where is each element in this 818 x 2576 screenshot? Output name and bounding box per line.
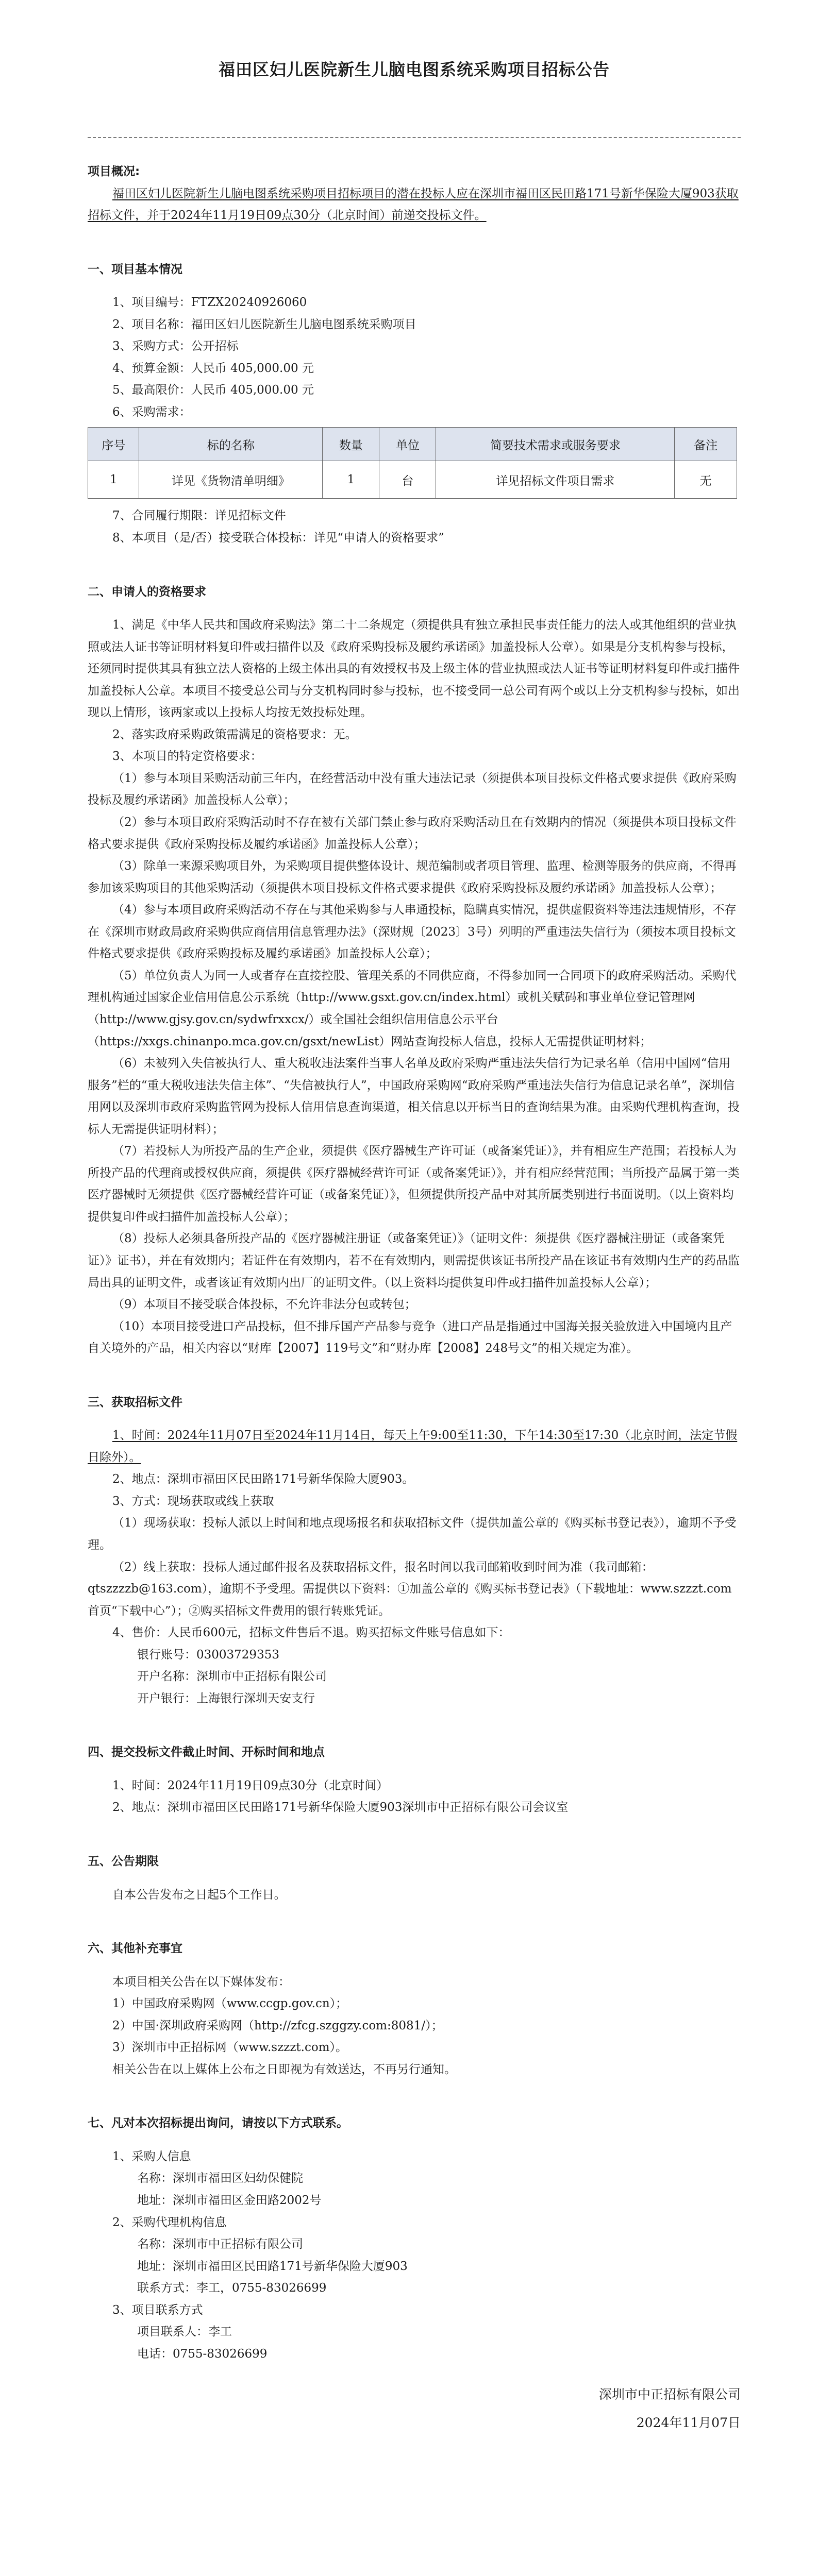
table-header-cell: 序号 xyxy=(88,428,139,461)
table-header-cell: 简要技术需求或服务要求 xyxy=(436,428,675,461)
table-header-cell: 备注 xyxy=(675,428,737,461)
page-title: 福田区妇儿医院新生儿脑电图系统采购项目招标公告 xyxy=(218,60,610,79)
special-requirement: （6）未被列入失信被执行人、重大税收违法案件当事人名单及政府采购严重违法失信行为记录名单（信用中国网“信用服务”栏的“重大税收违法失信主体”、“失信被执行人”，中国政府采购网“政府采购严重违法失信行为信息记录名单”，深圳信用网以及深圳市政府采购监管网为投标人信用信息查询渠道，相关信息以开标当日的查询结果为准。由采购代理机构查询，投标人无需提供证明材料）； xyxy=(88,1057,740,1136)
section-2-heading: 二、申请人的资格要求 xyxy=(88,585,206,599)
table-cell: 无 xyxy=(675,461,737,499)
section-6-heading: 六、其他补充事宜 xyxy=(88,1942,182,1956)
project-info-item: 6、采购需求： xyxy=(112,405,191,419)
agency-name: 名称：深圳市中正招标有限公司 xyxy=(137,2238,303,2251)
signature-block xyxy=(88,2380,741,2437)
media-item: 2）中国·深圳政府采购网（http://zfcg.szggzy.com:8081/）； xyxy=(112,2019,443,2032)
table-cell: 详见《货物清单明细》 xyxy=(139,461,323,499)
table-header-row xyxy=(88,428,737,461)
obtain-time: 1、时间：2024年11月07日至2024年11月14日，每天上午9:00至11:30，下午14:30至17:30（北京时间，法定节假日除外）。 xyxy=(88,1429,738,1464)
table-cell: 详见招标文件项目需求 xyxy=(436,461,675,499)
procurement-requirements-table xyxy=(88,427,737,499)
table-header-cell: 数量 xyxy=(323,428,379,461)
policy-requirements: 2、落实政府采购政策需满足的资格要求：无。 xyxy=(112,727,357,741)
purchaser-name: 名称：深圳市福田区妇幼保健院 xyxy=(137,2172,303,2185)
media-intro: 本项目相关公告在以下媒体发布： xyxy=(112,1975,290,1989)
project-info-item: 4、预算金额：人民币 405,000.00 元 xyxy=(112,361,314,375)
special-requirement: （7）若投标人为所投产品的生产企业，须提供《医疗器械生产许可证（或备案凭证）》，并有相应生产范围；若投标人为所投产品的代理商或授权供应商，须提供《医疗器械经营许可证（或备案凭证）》，并有相应经营范围；当所投产品属于第一类医疗器械时无须提供《医疗器械经营许可证（或备案凭证）》，但须提供所投产品中对其所属类别进行书面说明。（以上资料均提供复印件或扫描件加盖投标人公章）； xyxy=(88,1144,740,1224)
purchaser-address: 地址：深圳市福田区金田路2002号 xyxy=(137,2194,322,2208)
section-5-heading: 五、公告期限 xyxy=(88,1855,159,1868)
bank-name: 开户银行：上海银行深圳天安支行 xyxy=(137,1691,315,1705)
special-requirement: （2）参与本项目政府采购活动时不存在被有关部门禁止参与政府采购活动且在有效期内的情况（须提供本项目投标文件格式要求提供《政府采购投标及履约承诺函》加盖投标人公章）； xyxy=(88,816,737,851)
table-cell: 台 xyxy=(379,461,436,499)
media-note: 相关公告在以上媒体上公布之日即视为有效送达，不再另行通知。 xyxy=(112,2062,456,2076)
top-divider xyxy=(88,137,741,138)
qualification-general: 1、满足《中华人民共和国政府采购法》第二十二条规定（须提供具有独立承担民事责任能力的法人或其他组织的营业执照或法人证书等证明材料复印件或扫描件以及《政府采购投标及履约承诺函》加盖投标人公章）。如果是分支机构参与投标，还须同时提供其具有独立法人资格的上级主体出具的有效授权书及上级主体的营业执照或法人证书等证明材料复印件或扫描件加盖投标人公章。本项目不接受总公司与分支机构同时参与投标，也不接受同一总公司有两个或以上分支机构参与投标，如出现以上情形，该两家或以上投标人均按无效投标处理。 xyxy=(88,618,740,720)
section-7-heading: 七、凡对本次招标提出询问，请按以下方式联系。 xyxy=(88,2116,348,2130)
special-requirement: （9）本项目不接受联合体投标，不允许非法分包或转包； xyxy=(112,1298,416,1312)
project-contact-person: 项目联系人：李工 xyxy=(137,2325,232,2339)
special-requirement: （3）除单一来源采购项目外，为采购项目提供整体设计、规范编制或者项目管理、监理、检测等服务的供应商，不得再参加该采购项目的其他采购活动（须提供本项目投标文件格式要求提供《政府采购投标及履约承诺函》加盖投标人公章）； xyxy=(88,859,737,895)
project-contact-phone: 电话：0755-83026699 xyxy=(137,2347,268,2361)
obtain-method-online: （2）线上获取：投标人通过邮件报名及获取招标文件，报名时间以我司邮箱收到时间为准（我司邮箱：qtszzzzb@163.com），逾期不予受理。需提供以下资料：①加盖公章的《购买标书登记表》（下载地址：www.szzzt.com 首页“下载中心”）；②购买招标文件费用的银行转账凭证。 xyxy=(88,1560,732,1618)
deadline-time: 1、时间：2024年11月19日09点30分（北京时间） xyxy=(112,1778,389,1792)
special-requirement: （10）本项目接受进口产品投标，但不排斥国产产品参与竞争（进口产品是指通过中国海关报关验放进入中国境内且产自关境外的产品，相关内容以“财库【2007】119号文”和“财办库【2008】248号文”的相关规定为准）。 xyxy=(88,1319,732,1355)
media-item: 3）深圳市中正招标网（www.szzzt.com）。 xyxy=(112,2041,348,2055)
signature-company: 深圳市中正招标有限公司 xyxy=(598,2387,741,2402)
signature-date: 2024年11月07日 xyxy=(636,2415,741,2431)
special-requirement: （4）参与本项目政府采购活动不存在与其他采购参与人串通投标，隐瞒真实情况，提供虚假资料等违法违规情形，不存在《深圳市财政局政府采购供应商信用信息管理办法》（深财规〔2023〕3号）列明的严重违法失信行为（须按本项目投标文件格式要求提供《政府采购投标及履约承诺函》加盖投标人公章）； xyxy=(88,903,737,961)
table-row xyxy=(88,461,737,499)
section-1-heading: 一、项目基本情况 xyxy=(88,262,182,276)
table-cell: 1 xyxy=(88,461,139,499)
consortium-bid: 8、本项目（是/否）接受联合体投标：详见“申请人的资格要求” xyxy=(112,531,444,545)
table-header-cell: 标的名称 xyxy=(139,428,323,461)
overview-text: 福田区妇儿医院新生儿脑电图系统采购项目招标项目的潜在投标人应在深圳市福田区民田路171号新华保险大厦903获取招标文件，并于2024年11月19日09点30分（北京时间）前递交投标文件。 xyxy=(88,187,739,223)
agency-address: 地址：深圳市福田区民田路171号新华保险大厦903 xyxy=(137,2259,408,2273)
bank-account: 银行账号：03003729353 xyxy=(137,1648,279,1662)
special-requirements-label: 3、本项目的特定资格要求： xyxy=(112,750,262,764)
project-contact-label: 3、项目联系方式 xyxy=(112,2303,203,2317)
special-requirement: （5）单位负责人为同一人或者存在直接控股、管理关系的不同供应商，不得参加同一合同项下的政府采购活动。采购代理机构通过国家企业信用信息公示系统（http://www.gsxt.gov.cn/index.html）或机关赋码和事业单位登记管理网（http://www.gjsy.gov.cn/sydwfrxxcx/）或全国社会组织信用信息公示平台（https://xxgs.chinanpo.mca.gov.cn/gsxt/newList）网站查询投标人信息，投标人无需提供证明材料； xyxy=(88,969,737,1048)
purchaser-info-label: 1、采购人信息 xyxy=(112,2149,191,2163)
bid-opening-place: 2、地点：深圳市福田区民田路171号新华保险大厦903深圳市中正招标有限公司会议室 xyxy=(112,1801,569,1815)
project-info-item: 3、采购方式：公开招标 xyxy=(112,340,239,353)
contract-period: 7、合同履行期限：详见招标文件 xyxy=(112,509,286,523)
section-3-heading: 三、获取招标文件 xyxy=(88,1395,182,1409)
obtain-method-onsite: （1）现场获取：投标人派以上时间和地点现场报名和获取招标文件（提供加盖公章的《购买标书登记表》），逾期不予受理。 xyxy=(88,1516,737,1552)
agency-contact: 联系方式：李工，0755-83026699 xyxy=(137,2281,327,2295)
table-header-cell: 单位 xyxy=(379,428,436,461)
special-requirement: （8）投标人必须具备所投产品的《医疗器械注册证（或备案凭证）》（证明文件：须提供《医疗器械注册证（或备案凭证）》证书），并在有效期内；若证件在有效期内，若不在有效期内，则需提供该证书所投产品在该证书有效期内生产的药品监局出具的证明文件，或者该证有效期内出厂的证明文件。（以上资料均提供复印件或扫描件加盖投标人公章）； xyxy=(88,1232,740,1290)
obtain-method: 3、方式：现场获取或线上获取 xyxy=(112,1494,274,1508)
overview-heading: 项目概况: xyxy=(88,165,140,178)
agency-info-label: 2、采购代理机构信息 xyxy=(112,2215,227,2229)
special-requirement: （1）参与本项目采购活动前三年内，在经营活动中没有重大违法记录（须提供本项目投标文件格式要求提供《政府采购投标及履约承诺函》加盖投标人公章）； xyxy=(88,771,737,807)
obtain-place: 2、地点：深圳市福田区民田路171号新华保险大厦903。 xyxy=(112,1472,414,1486)
bank-account-name: 开户名称：深圳市中正招标有限公司 xyxy=(137,1670,327,1684)
table-cell: 1 xyxy=(323,461,379,499)
project-info-item: 5、最高限价：人民币 405,000.00 元 xyxy=(112,383,314,397)
announcement-period: 自本公告发布之日起5个工作日。 xyxy=(112,1888,286,1902)
document-price: 4、售价：人民币600元，招标文件售后不退。购买招标文件账号信息如下： xyxy=(112,1626,510,1640)
project-info-item: 1、项目编号：FTZX20240926060 xyxy=(112,296,307,310)
media-item: 1）中国政府采购网（www.ccgp.gov.cn）； xyxy=(112,1997,348,2011)
section-4-heading: 四、提交投标文件截止时间、开标时间和地点 xyxy=(88,1745,325,1759)
project-info-item: 2、项目名称：福田区妇儿医院新生儿脑电图系统采购项目 xyxy=(112,317,416,331)
